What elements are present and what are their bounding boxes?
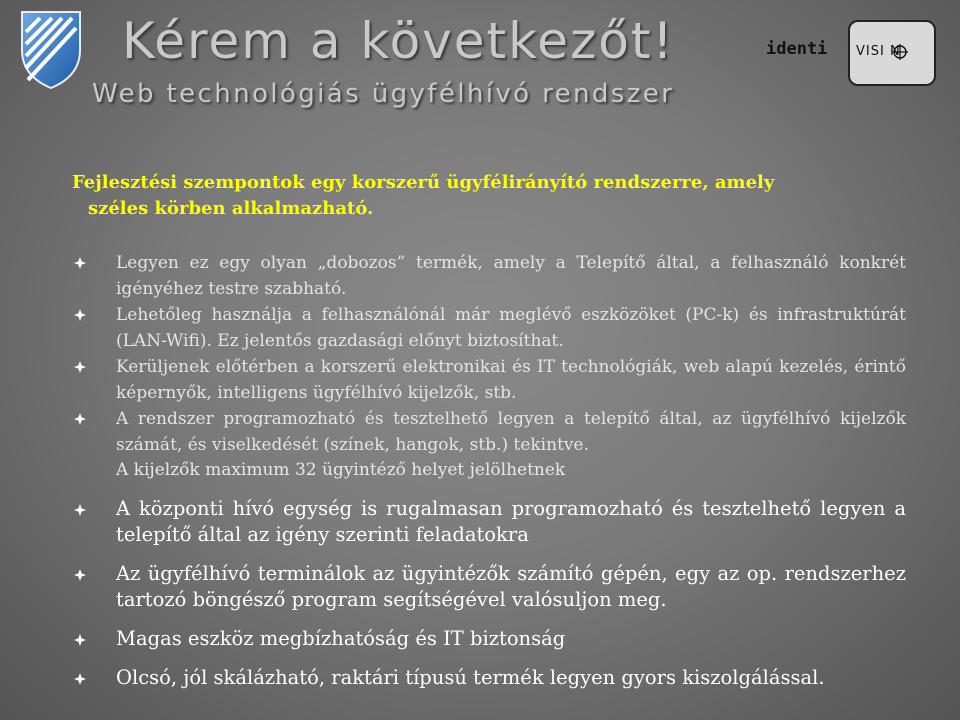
list-item: [72, 496, 906, 548]
diamond-four-petal-icon: [74, 257, 86, 269]
diamond-four-petal-icon: [74, 413, 86, 425]
brand-logo-left: identi: [766, 39, 828, 59]
list-item: [72, 354, 906, 406]
diamond-four-petal-icon: [74, 673, 86, 685]
list-item: [72, 665, 906, 691]
list-item-text: A rendszer programozható és tesztelhető legyen a telepítő által, az ügyfélhívó kijelzők számát, és viselkedését (színek, hangok, stb.) tekintve.: [116, 409, 906, 455]
diamond-four-petal-icon: [74, 569, 86, 581]
intro-line-2: széles körben alkalmazható.: [88, 198, 374, 219]
diamond-four-petal-icon: [74, 309, 86, 321]
list-item-text: Olcsó, jól skálázható, raktári típusú termék legyen gyors kiszolgálással.: [116, 666, 825, 689]
list-item: [72, 250, 906, 302]
list-item: [72, 561, 906, 613]
brand-logo-right: VISI N: [856, 44, 901, 59]
stripes-shield-logo: [18, 10, 84, 90]
intro-text: [72, 170, 856, 222]
list-item-text: Magas eszköz megbízhatóság és IT biztonság: [116, 627, 566, 650]
page-subtitle: Web technológiás ügyfélhívó rendszer: [92, 79, 675, 109]
list-item-continuation: [72, 458, 906, 483]
brand-logo: [762, 20, 938, 90]
list-item-text: A központi hívó egység is rugalmasan programozható és tesztelhető legyen a telepítő által az igény szerinti feladatokra: [116, 497, 906, 546]
list-item: [72, 406, 906, 458]
intro-line-1: Fejlesztési szempontok egy korszerű ügyfélirányító rendszerre, amely: [72, 172, 775, 193]
diamond-four-petal-icon: [74, 634, 86, 646]
list-item-text: Kerüljenek előtérben a korszerű elektronikai és IT technológiák, web alapú kezelés, érintő képernyők, intelligens ügyfélhívó kijelzők, stb.: [116, 357, 906, 403]
list-item-text: Lehetőleg használja a felhasználónál már meglévő eszközöket (PC-k) és infrastruktúrát (LAN-Wifi). Ez jelentős gazdasági előnyt biztosíthat.: [116, 305, 906, 351]
list-item-text: Az ügyfélhívó terminálok az ügyintézők számító gépén, egy az op. rendszerhez tartozó böngésző program segítségével valósuljon meg.: [116, 562, 906, 611]
diamond-four-petal-icon: [74, 361, 86, 373]
list-item: [72, 626, 906, 652]
list-item: [72, 302, 906, 354]
brand-logo-box: [848, 20, 936, 86]
diamond-four-petal-icon: [74, 504, 86, 516]
page-title: Kérem a következőt!: [122, 12, 675, 70]
crosshair-icon: [892, 44, 908, 60]
bullet-list: [72, 250, 906, 691]
list-item-text: Legyen ez egy olyan „dobozos” termék, amely a Telepítő által, a felhasználó konkrét igényéhez testre szabható.: [116, 253, 906, 299]
list-item-text: A kijelzők maximum 32 ügyintéző helyet jelölhetnek: [116, 460, 566, 480]
